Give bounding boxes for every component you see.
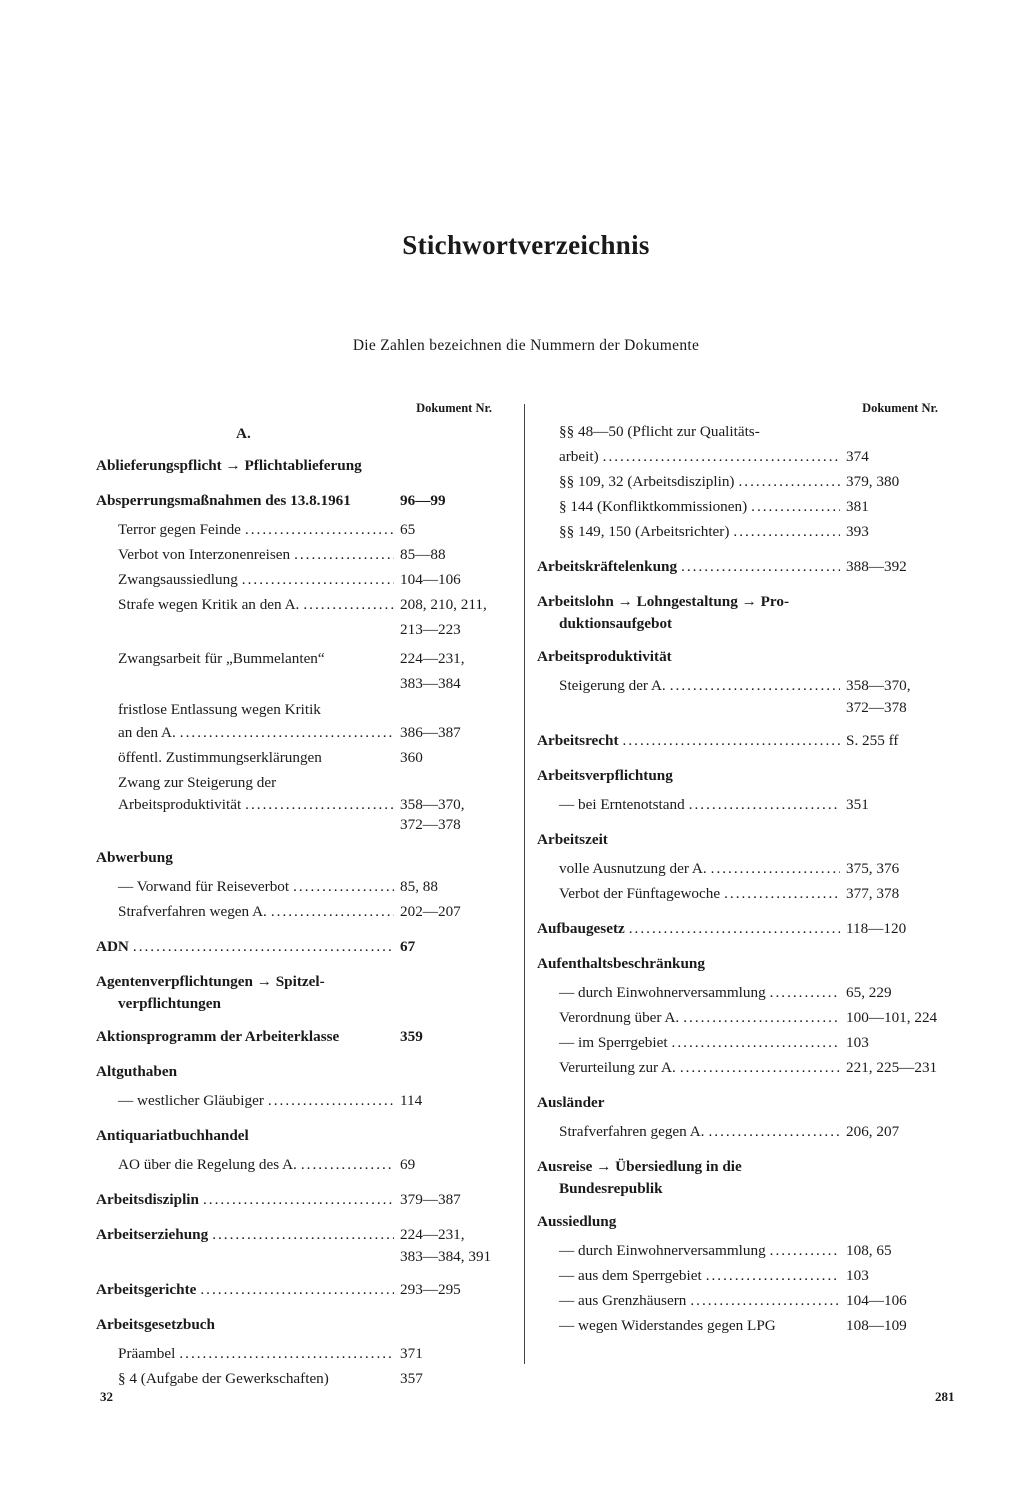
index-subentry: öffentl. Zustimmungserklärungen 360 xyxy=(118,749,423,766)
index-subentry: Steigerung der A. ..... 358—370, 372—378 xyxy=(537,673,942,718)
index-subentry: Zwangsaussiedlung ..... 104—106 xyxy=(96,567,496,592)
index-subentry: §§ 149, 150 (Arbeitsrichter) ..... 393 xyxy=(537,519,942,544)
column-divider xyxy=(524,404,525,1364)
index-heading: Ausreise → Übersiedlung in die xyxy=(537,1158,742,1175)
index-subentry: — wegen Widerstandes gegen LPG 108—109 xyxy=(559,1317,907,1334)
index-entry: Arbeitsrecht ..... S. 255 ff xyxy=(537,728,942,753)
folio-left: 32 xyxy=(100,1389,113,1404)
index-subentry: Strafe wegen Kritik an den A. ..... 208, 210, 211, 213—223 xyxy=(96,592,496,642)
index-heading: Aussiedlung xyxy=(537,1213,617,1230)
index-subentry: Terror gegen Feinde ..... 65 xyxy=(96,517,496,542)
column-header: Dokument Nr. xyxy=(416,401,492,415)
index-subentry: Zwang zur Steigerung der xyxy=(118,774,277,791)
index-heading: Abwerbung xyxy=(96,849,173,866)
index-subentry: Präambel ..... 371 xyxy=(96,1341,496,1366)
index-heading: Arbeitsgesetzbuch xyxy=(96,1316,215,1333)
index-heading: Arbeitszeit xyxy=(537,831,608,848)
index-subentry: — Vorwand für Reiseverbot ..... 85, 88 xyxy=(96,874,496,899)
index-entry: Arbeitsdisziplin ..... 379—387 xyxy=(96,1187,496,1212)
index-subentry: Verurteilung zur A. ..... 221, 225—231 xyxy=(537,1055,942,1080)
index-column-left xyxy=(96,397,496,1391)
index-subentry: Verordnung über A. ..... 100—101, 224 xyxy=(537,1005,942,1030)
index-subentry-cont: arbeit) ..... 374 xyxy=(537,444,942,469)
index-heading: Altguthaben xyxy=(96,1063,178,1080)
index-subentry: Zwangsarbeit für „Bummelanten“ 224—231, 383—384 xyxy=(118,650,465,692)
index-subentry-cont: Arbeitsproduktivität ..... 358—370, 372—378 xyxy=(96,795,496,835)
section-letter: A. xyxy=(236,425,251,442)
index-subentry: §§ 109, 32 (Arbeitsdisziplin) ..... 379, 380 xyxy=(537,469,942,494)
index-heading: Ausländer xyxy=(537,1094,605,1111)
index-subentry: — durch Einwohnerversammlung ..... 65, 229 xyxy=(537,980,942,1005)
index-entry: Aktionsprogramm der Arbeiterklasse 359 xyxy=(96,1028,423,1045)
page-subtitle: Die Zahlen bezeichnen die Nummern der Dokumente xyxy=(352,337,700,354)
page-number: 281 xyxy=(935,1389,955,1404)
index-subentry: fristlose Entlassung wegen Kritik xyxy=(118,701,321,718)
index-subentry: § 144 (Konfliktkommissionen) ..... 381 xyxy=(537,494,942,519)
index-heading: Arbeitslohn → Lohngestaltung → Pro- xyxy=(537,593,790,610)
index-subentry: Verbot der Fünftagewoche ..... 377, 378 xyxy=(537,881,942,906)
index-subentry: — im Sperrgebiet ..... 103 xyxy=(537,1030,942,1055)
index-entry: Absperrungsmaßnahmen des 13.8.1961 96—99 xyxy=(96,492,446,509)
index-heading-cont: duktionsaufgebot xyxy=(559,615,673,632)
index-subentry: AO über die Regelung des A. ..... 69 xyxy=(96,1152,496,1177)
index-subentry: — aus Grenzhäusern ..... 104—106 xyxy=(537,1288,942,1313)
index-heading: Ablieferungspflicht → Pflichtablieferung xyxy=(96,457,362,474)
index-heading-cont: Bundesrepublik xyxy=(559,1180,663,1197)
index-heading: Arbeitsproduktivität xyxy=(537,648,672,665)
index-subentry: § 4 (Aufgabe der Gewerkschaften) 357 xyxy=(118,1370,423,1387)
index-subentry: — aus dem Sperrgebiet ..... 103 xyxy=(537,1263,942,1288)
column-header: Dokument Nr. xyxy=(862,401,938,415)
index-entry: ADN ..... 67 xyxy=(96,934,496,959)
index-subentry: — bei Erntenotstand ..... 351 xyxy=(537,792,942,817)
index-heading: Aufenthaltsbeschränkung xyxy=(537,955,705,972)
index-heading-cont: verpflichtungen xyxy=(118,995,221,1012)
index-heading: Arbeitsverpflichtung xyxy=(537,767,673,784)
index-subentry: §§ 48—50 (Pflicht zur Qualitäts- xyxy=(559,423,760,440)
index-heading: Agentenverpflichtungen → Spitzel- xyxy=(96,973,325,990)
index-subentry: — westlicher Gläubiger ..... 114 xyxy=(96,1088,496,1113)
index-entry: Arbeitsgerichte ..... 293—295 xyxy=(96,1277,496,1302)
index-subentry: Strafverfahren wegen A. ..... 202—207 xyxy=(96,899,496,924)
index-subentry: Strafverfahren gegen A. ..... 206, 207 xyxy=(537,1119,942,1144)
index-heading: Antiquariatbuchhandel xyxy=(96,1127,249,1144)
index-entry: Aufbaugesetz ..... 118—120 xyxy=(537,916,942,941)
page-title: Stichwortverzeichnis xyxy=(402,230,650,260)
index-subentry-cont: an den A. ..... 386—387 xyxy=(96,720,496,745)
index-entry: Arbeitskräftelenkung ..... 388—392 xyxy=(537,554,942,579)
index-column-right xyxy=(537,397,942,1338)
index-subentry: volle Ausnutzung der A. ..... 375, 376 xyxy=(537,856,942,881)
index-subentry: — durch Einwohnerversammlung ..... 108, 65 xyxy=(537,1238,942,1263)
index-subentry: Verbot von Interzonenreisen ..... 85—88 xyxy=(96,542,496,567)
index-entry: Arbeitserziehung ..... 224—231, 383—384, 391 xyxy=(96,1222,496,1267)
